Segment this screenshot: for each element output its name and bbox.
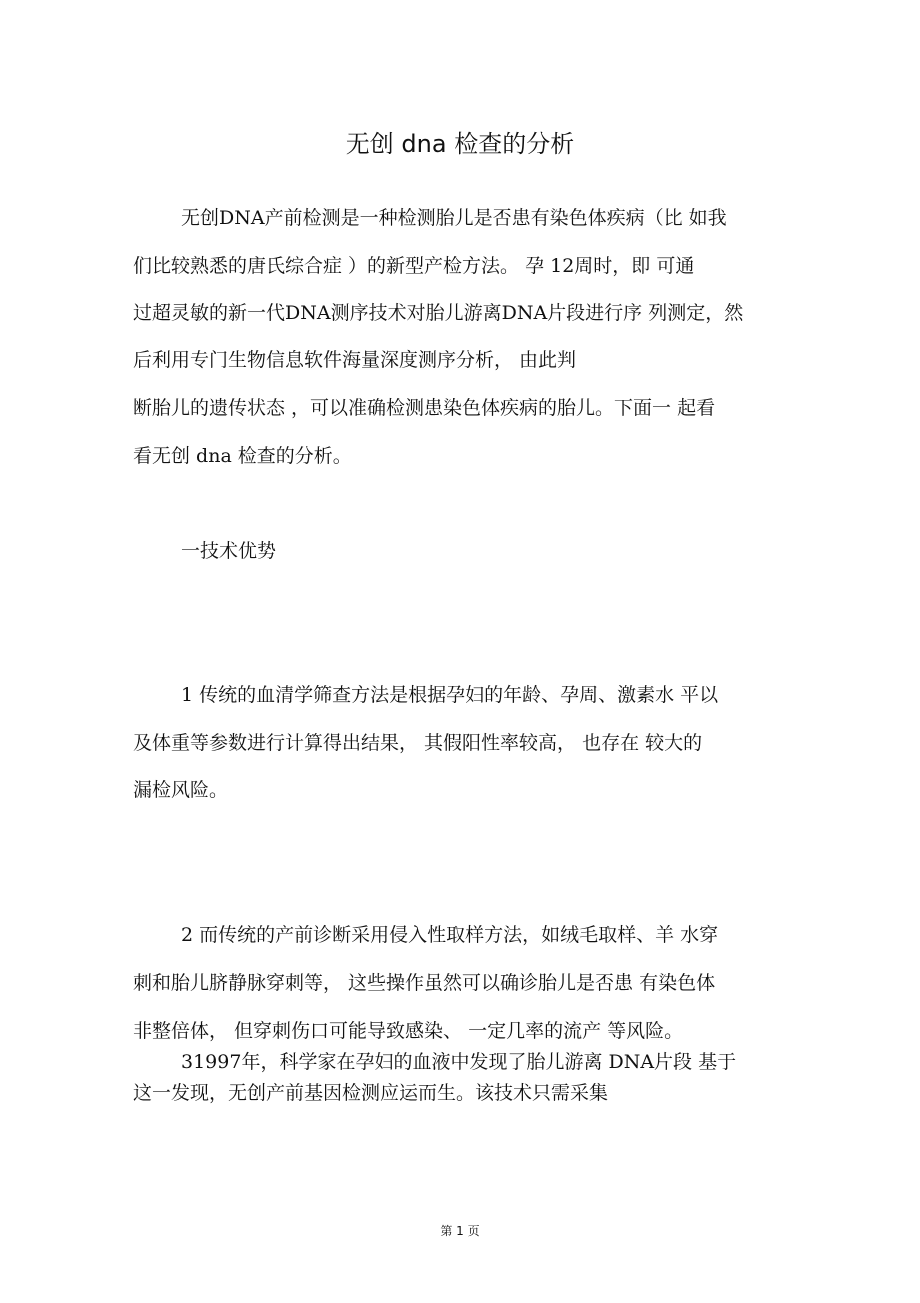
text-line: 断胎儿的遗传状态 ，可以准确检测患染色体疾病的胎儿。下面一 起看 [133,397,716,419]
text-line: 漏检风险。 [133,779,229,801]
text-line: 非整倍体， 但穿刺伤口可能导致感染、 一定几率的流产 等风险。 [133,1020,684,1042]
text-line: 1 传统的血清学筛查方法是根据孕妇的年龄、孕周、激素水 平以 [181,684,719,706]
text-line: 看无创 dna 检查的分析。 [133,445,352,467]
text-line: 这一发现，无创产前基因检测应运而生。该技术只需采集 [133,1082,609,1104]
section-heading-tech-advantage: 一技术优势 [181,540,277,562]
text-line: 无创DNA产前检测是一种检测胎儿是否患有染色体疾病（比 如我 [181,207,727,229]
text-line: 及体重等参数进行计算得出结果， 其假阳性率较高， 也存在 较大的 [133,732,703,754]
text-line: 们比较熟悉的唐氏综合症 ）的新型产检方法。 孕 12周时，即 可通 [133,255,695,277]
document-title: 无创 dna 检查的分析 [345,130,575,158]
text-line: 31997年，科学家在孕妇的血液中发现了胎儿游离 DNA片段 基于 [181,1051,737,1073]
text-line: 2 而传统的产前诊断采用侵入性取样方法，如绒毛取样、羊 水穿 [181,924,719,946]
text-line: 过超灵敏的新一代DNA测序技术对胎儿游离DNA片段进行序 列测定，然 [133,302,744,324]
page-number: 第 1 页 [440,1224,480,1238]
text-line: 刺和胎儿脐静脉穿刺等， 这些操作虽然可以确诊胎儿是否患 有染色体 [133,972,716,994]
text-line: 后利用专门生物信息软件海量深度测序分析， 由此判 [133,349,577,371]
